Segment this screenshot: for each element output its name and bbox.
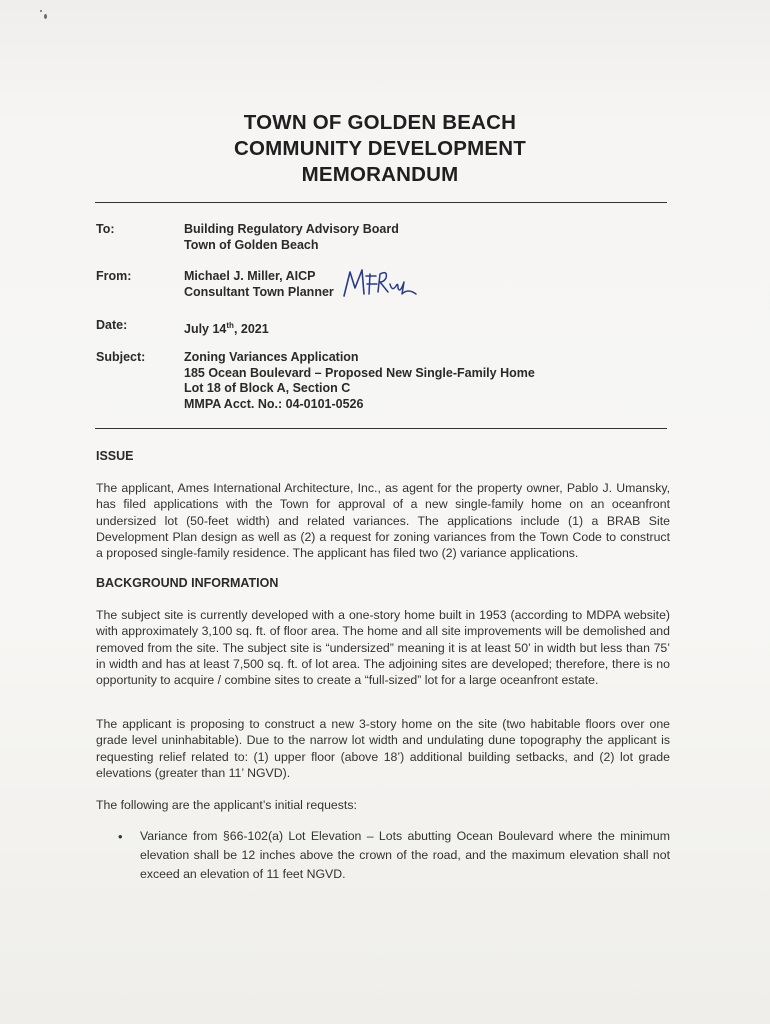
to-line-2: Town of Golden Beach [184, 237, 319, 252]
date-month-day: July 14 [184, 322, 227, 337]
date-value [184, 318, 269, 338]
subject-label: Subject: [96, 350, 146, 364]
subject-rule [95, 428, 667, 429]
from-label: From: [96, 269, 132, 283]
background-paragraph-1: The subject site is currently developed with a one-story home built in 1953 (according to MDPA website) with approximately 3,100 sq. ft. of floor area. The home and all site improvements will be demolished and removed from the site. The subject site is “undersized” meaning it is at least 50’ in width but less than 75’ in width and has at least 7,500 sq. ft. of lot area. The adjoining sites are developed; therefore, there is no opportunity to acquire / combine sites to create a “full-sized” lot for a large oceanfront estate. [96, 608, 670, 688]
to-value [184, 222, 399, 253]
date-ordinal: th [226, 321, 234, 330]
date-year: , 2021 [233, 322, 269, 337]
header-memorandum: MEMORANDUM [301, 163, 459, 186]
subject-line-4: MMPA Acct. No.: 04-0101-0526 [184, 396, 364, 411]
from-line-2: Consultant Town Planner [184, 284, 334, 299]
background-paragraph-2: The applicant is proposing to construct a new 3-story home on the site (two habitable floors over one grade level uninhabitable). Due to the narrow lot width and undulating dune topography the applicant is requesting relief related to: (1) upper floor (above 18’) additional building setbacks, and (2) lot grade elevations (greater than 11’ NGVD). [96, 717, 670, 780]
from-value [184, 269, 334, 300]
header-town: TOWN OF GOLDEN BEACH [243, 111, 517, 134]
issue-heading: ISSUE [96, 449, 134, 463]
header-rule [95, 202, 667, 203]
header-department: COMMUNITY DEVELOPMENT [234, 137, 526, 160]
to-line-1: Building Regulatory Advisory Board [184, 222, 399, 236]
date-label: Date: [96, 318, 128, 332]
requests-intro: The following are the applicant’s initial requests: [96, 798, 357, 812]
subject-value [184, 350, 535, 412]
request-bullet-1: Variance from §66-102(a) Lot Elevation – Lots abutting Ocean Boulevard where the minimum elevation shall be 12 inches above the crown of the road, and the maximum elevation shall not exceed an elevation of 11 feet NGVD. [140, 829, 670, 881]
bullet-marker: • [118, 829, 123, 844]
background-heading: BACKGROUND INFORMATION [96, 576, 279, 590]
scan-speck [44, 14, 47, 19]
to-label: To: [96, 222, 115, 236]
subject-line-2: 185 Ocean Boulevard – Proposed New Single-Family Home [184, 365, 535, 380]
from-line-1: Michael J. Miller, AICP [184, 269, 316, 283]
issue-paragraph: The applicant, Ames International Architecture, Inc., as agent for the property owner, Pablo J. Umansky, has filed applications with the Town for approval of a new single-family home on an oceanfront undersized lot (50-feet width) and related variances. The applications include (1) a BRAB Site Development Plan design as well as (2) a request for zoning variances from the Town Code to construct a proposed single-family residence. The applicant has filed two (2) variance applications. [96, 481, 670, 561]
subject-line-3: Lot 18 of Block A, Section C [184, 381, 351, 395]
subject-line-1: Zoning Variances Application [184, 350, 359, 364]
scan-speck [40, 10, 42, 12]
handwritten-signature [340, 264, 420, 302]
